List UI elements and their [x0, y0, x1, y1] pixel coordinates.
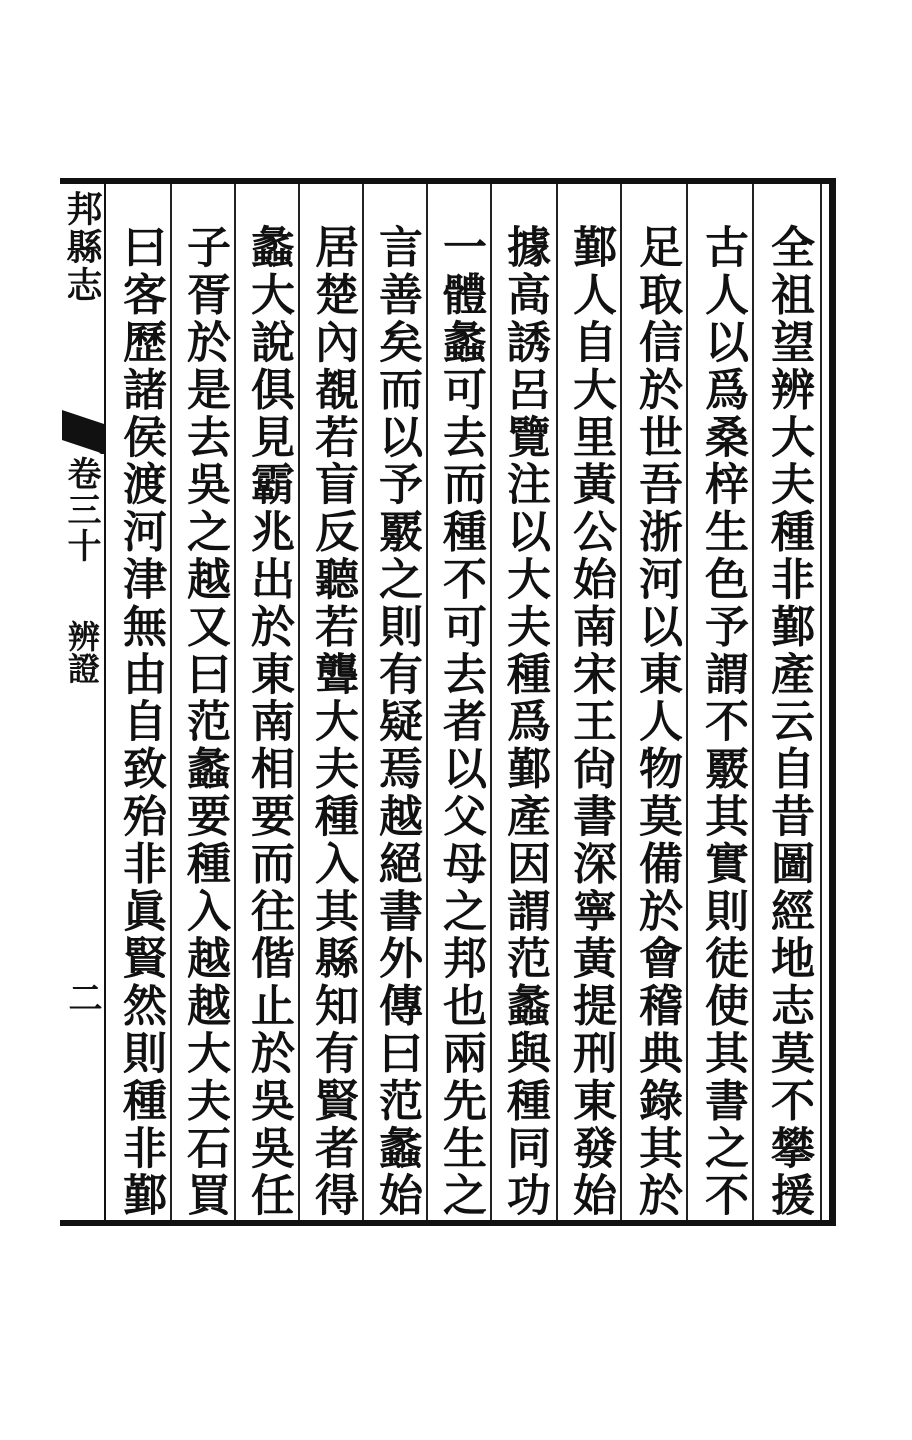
column-rule: [170, 184, 172, 1220]
text-column-7: 言善矣而以予覈之則有疑焉越絕書外傳曰范蠡始: [371, 224, 422, 1220]
column-rule: [686, 184, 688, 1220]
column-rule: [298, 184, 300, 1220]
banxin-leaf-number: 二: [62, 980, 102, 1014]
banxin-title: 邦縣志: [61, 190, 103, 304]
text-column-9: 蠡大說俱見霸兆出於東南相要而往偕止於吳吳任: [243, 224, 294, 1220]
column-rule: [490, 184, 492, 1220]
column-rule: [820, 184, 822, 1220]
text-column-3: 足取信於世吾浙河以東人物莫備於會稽典錄其於: [631, 224, 682, 1220]
banxin-section: 辨證: [63, 620, 101, 684]
text-column-11: 曰客歷諸侯渡河津無由自致殆非眞賢然則種非鄞: [115, 224, 166, 1220]
banxin-chapter: 卷三十: [61, 456, 101, 564]
text-column-8: 居楚內覩若盲反聽若聾大夫種入其縣知有賢者得: [307, 224, 358, 1220]
column-rule: [752, 184, 754, 1220]
fishtail-mark-icon: [62, 410, 104, 454]
text-column-4: 鄞人自大里黃公始南宋王尙書深寧黃提刑東發始: [565, 224, 616, 1220]
column-rule: [362, 184, 364, 1220]
column-rule: [556, 184, 558, 1220]
text-column-1: 全祖望辨大夫種非鄞產云自昔圖經地志莫不攀援: [763, 224, 814, 1220]
banxin-strip: [60, 184, 106, 1220]
column-rule: [234, 184, 236, 1220]
column-rule: [620, 184, 622, 1220]
text-column-10: 子胥於是去吳之越又曰范蠡要種入越越大夫石買: [179, 224, 230, 1220]
text-column-6: 一體蠡可去而種不可去者以父母之邦也兩先生之: [435, 224, 486, 1220]
column-rule: [426, 184, 428, 1220]
banxin-rule: [104, 184, 106, 1220]
text-column-2: 古人以爲桑梓生色予謂不覈其實則徒使其書之不: [697, 224, 748, 1220]
text-column-5: 據高誘呂覽注以大夫種爲鄞產因謂范蠡與種同功: [499, 224, 550, 1220]
